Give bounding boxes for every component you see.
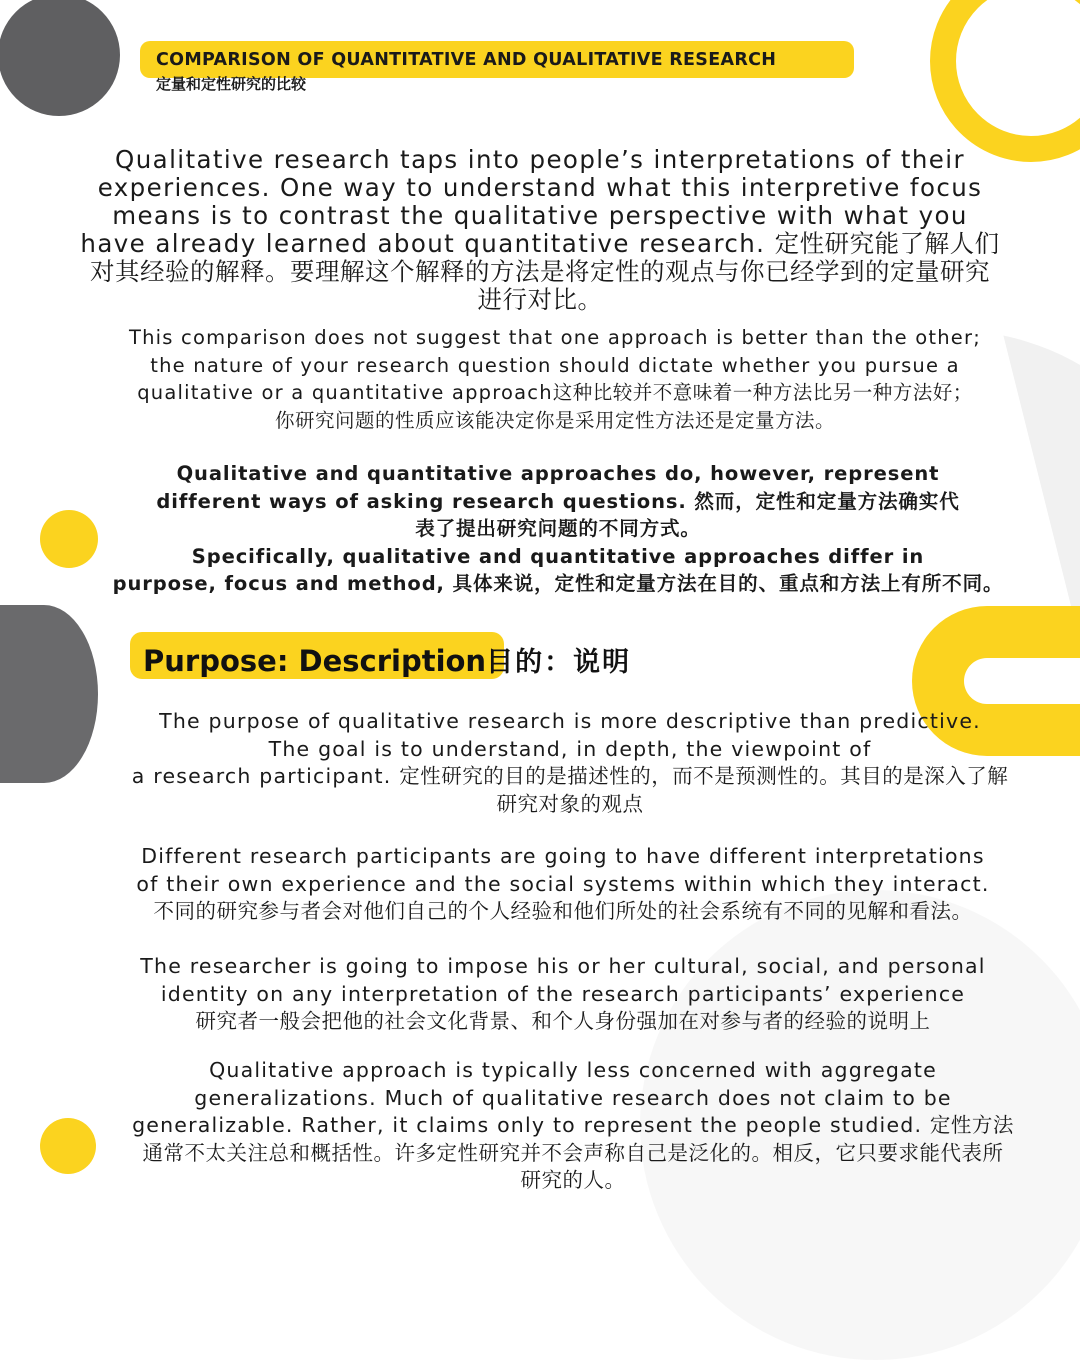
approaches-paragraph [0, 460, 1080, 598]
text-line: 研究的人。 [520, 1168, 626, 1192]
text-line: Qualitative research taps into people’s interpretations of their [115, 145, 965, 174]
text-line: identity on any interpretation of the research participants’ experience [160, 981, 966, 1006]
text-line: 进行对比。 [477, 285, 603, 314]
participants-paragraph [0, 843, 1080, 926]
text-line: have already learned about quantitative research. 定性研究能了解人们 [80, 229, 1000, 258]
section-heading: Purpose: Description目的：说明 [143, 644, 632, 678]
researcher-paragraph [0, 953, 1080, 1036]
text-line: a research participant. 定性研究的目的是描述性的，而不是预测性的。其目的是深入了解 [131, 764, 1009, 788]
text-line: Specifically, qualitative and quantitative approaches differ in [191, 544, 925, 568]
page-title: COMPARISON OF QUANTITATIVE AND QUALITATIVE RESEARCH [156, 50, 777, 70]
text-line: 研究对象的观点 [496, 791, 644, 816]
gray-circle-decoration [0, 0, 120, 116]
text-line: 你研究问题的性质应该能决定你是采用定性方法还是定量方法。 [274, 408, 835, 432]
text-line: different ways of asking research questions. 然而，定性和定量方法确实代 [156, 489, 960, 513]
text-line: 不同的研究参与者会对他们自己的个人经验和他们所处的社会系统有不同的见解和看法。 [153, 899, 973, 923]
text-line: generalizable. Rather, it claims only to represent the people studied. 定性方法 [132, 1113, 1014, 1137]
yellow-ring-decoration [930, 0, 1080, 162]
text-line: generalizations. Much of qualitative research does not claim to be [194, 1085, 952, 1110]
text-line: the nature of your research question should dictate whether you pursue a [150, 353, 960, 377]
purpose-paragraph [0, 708, 1080, 818]
text-line: Qualitative approach is typically less concerned with aggregate [209, 1058, 937, 1082]
text-line: The researcher is going to impose his or her cultural, social, and personal [140, 954, 986, 978]
intro-paragraph [0, 146, 1080, 314]
generalization-paragraph [0, 1057, 1080, 1195]
text-line: 通常不太关注总和概括性。许多定性研究并不会声称自己是泛化的。相反，它只要求能代表所 [142, 1140, 1004, 1165]
text-line: The purpose of qualitative research is more descriptive than predictive. [159, 709, 981, 733]
page-subtitle: 定量和定性研究的比较 [156, 75, 307, 93]
text-line: 表了提出研究问题的不同方式。 [415, 517, 701, 540]
text-line: Different research participants are going to have different interpretations [141, 844, 985, 868]
text-line: means is to contrast the qualitative perspective with what you [112, 201, 968, 230]
text-line: 对其经验的解释。要理解这个解释的方法是将定性的观点与你已经学到的定量研究 [90, 257, 990, 286]
text-line: Qualitative and quantitative approaches do, however, represent [176, 462, 940, 485]
text-line: qualitative or a quantitative approach这种比较并不意味着一种方法比另一种方法好； [137, 381, 973, 404]
text-line: of their own experience and the social systems within which they interact. [136, 871, 990, 896]
text-line: 研究者一般会把他的社会文化背景、和个人身份强加在对参与者的经验的说明上 [195, 1009, 931, 1033]
text-line: This comparison does not suggest that one approach is better than the other; [129, 326, 981, 349]
text-line: The goal is to understand, in depth, the viewpoint of [268, 736, 872, 761]
text-line: experiences. One way to understand what this interpretive focus [97, 173, 983, 202]
text-line: purpose, focus and method, 具体来说，定性和定量方法在目的、重点和方法上有所不同。 [112, 572, 1004, 595]
comparison-paragraph [0, 324, 1080, 434]
